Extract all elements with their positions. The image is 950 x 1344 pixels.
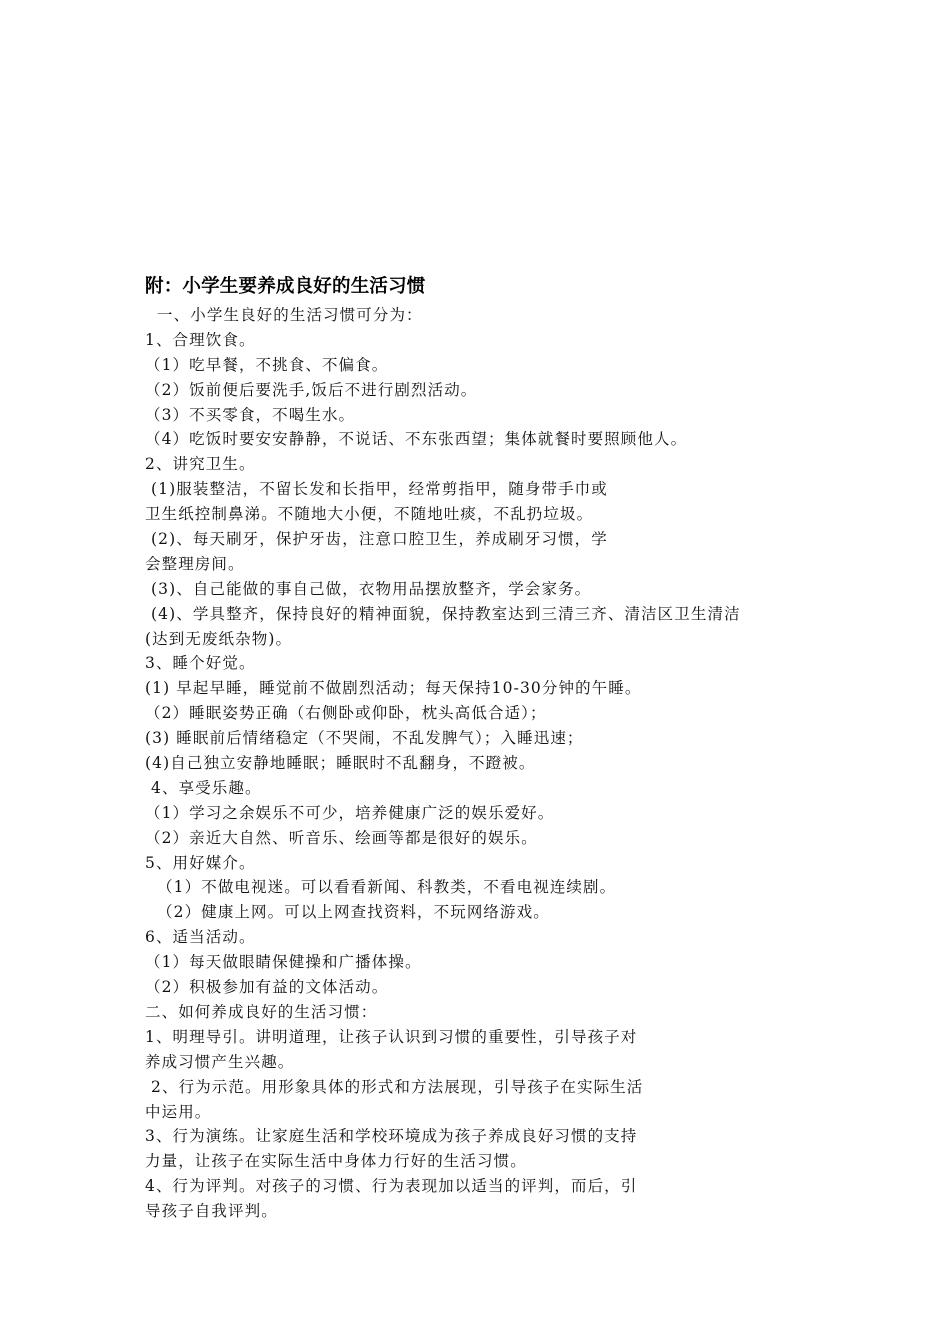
text-line: 1、合理饮食。 bbox=[145, 330, 256, 349]
text-line: （1）吃早餐，不挑食、不偏食。 bbox=[145, 355, 389, 374]
text-line: 3、睡个好觉。 bbox=[145, 654, 256, 673]
text-line: 卫生纸控制鼻涕。不随地大小便，不随地吐痰，不乱扔垃圾。 bbox=[145, 505, 594, 524]
text-line: 养成习惯产生兴趣。 bbox=[145, 1052, 295, 1071]
text-line: （2）积极参加有益的文体活动。 bbox=[145, 978, 389, 997]
text-line: (1)服装整洁，不留长发和长指甲，经常剪指甲，随身带手巾或 bbox=[145, 480, 608, 499]
text-line: （1）学习之余娱乐不可少，培养健康广泛的娱乐爱好。 bbox=[145, 803, 555, 822]
text-line: （2）健康上网。可以上网查找资料，不玩网络游戏。 bbox=[145, 903, 550, 922]
text-line: (4)自己独立安静地睡眠；睡眠时不乱翻身，不蹬被。 bbox=[145, 754, 536, 773]
text-line: 2、讲究卫生。 bbox=[145, 455, 256, 474]
text-line: (4)、学具整齐，保持良好的精神面貌，保持教室达到三清三齐、清洁区卫生清洁 bbox=[145, 604, 741, 623]
text-line: （2）饭前便后要洗手,饭后不进行剧烈活动。 bbox=[145, 380, 478, 399]
text-line: (3) 睡眠前后情绪稳定（不哭闹，不乱发脾气）；入睡迅速； bbox=[145, 729, 584, 748]
text-line: (达到无废纸杂物)。 bbox=[145, 629, 293, 648]
text-line: 会整理房间。 bbox=[145, 554, 245, 573]
text-line: 力量，让孩子在实际生活中身体力行好的生活习惯。 bbox=[145, 1152, 527, 1171]
text-line: (3)、自己能做的事自己做，衣物用品摆放整齐，学会家务。 bbox=[145, 579, 592, 598]
text-line: 一、小学生良好的生活习惯可分为： bbox=[145, 306, 423, 324]
text-line: （1）不做电视迷。可以看看新闻、科教类，不看电视连续剧。 bbox=[145, 878, 617, 897]
text-line: 中运用。 bbox=[145, 1102, 212, 1121]
text-line: 导孩子自我评判。 bbox=[145, 1202, 278, 1221]
document-title: 附：小学生要养成良好的生活习惯 bbox=[145, 276, 426, 297]
text-line: 6、适当活动。 bbox=[145, 928, 256, 947]
text-line: 4、行为评判。对孩子的习惯、行为表现加以适当的评判，而后，引 bbox=[145, 1177, 638, 1196]
text-line: 2、行为示范。用形象具体的形式和方法展现，引导孩子在实际生活 bbox=[145, 1077, 644, 1096]
text-line: （3）不买零食，不喝生水。 bbox=[145, 405, 356, 424]
text-line: 5、用好媒介。 bbox=[145, 853, 256, 872]
text-line: 二、如何养成良好的生活习惯： bbox=[145, 1002, 378, 1021]
text-line: （2）睡眠姿势正确（右侧卧或仰卧，枕头高低合适）； bbox=[145, 704, 547, 723]
document-body bbox=[145, 303, 865, 1224]
text-line: (1) 早起早睡，睡觉前不做剧烈活动；每天保持10-30分钟的午睡。 bbox=[145, 679, 642, 698]
text-line: （1）每天做眼睛保健操和广播体操。 bbox=[145, 953, 422, 972]
text-line: 3、行为演练。让家庭生活和学校环境成为孩子养成良好习惯的支持 bbox=[145, 1127, 638, 1146]
text-line: （4）吃饭时要安安静静，不说话、不东张西望；集体就餐时要照顾他人。 bbox=[145, 430, 688, 449]
text-line: 1、明理导引。讲明道理，让孩子认识到习惯的重要性，引导孩子对 bbox=[145, 1027, 638, 1046]
text-line: （2）亲近大自然、听音乐、绘画等都是很好的娱乐。 bbox=[145, 828, 538, 847]
text-line: 4、享受乐趣。 bbox=[145, 778, 262, 797]
text-line: (2)、每天刷牙，保护牙齿，注意口腔卫生，养成刷牙习惯，学 bbox=[145, 530, 608, 549]
